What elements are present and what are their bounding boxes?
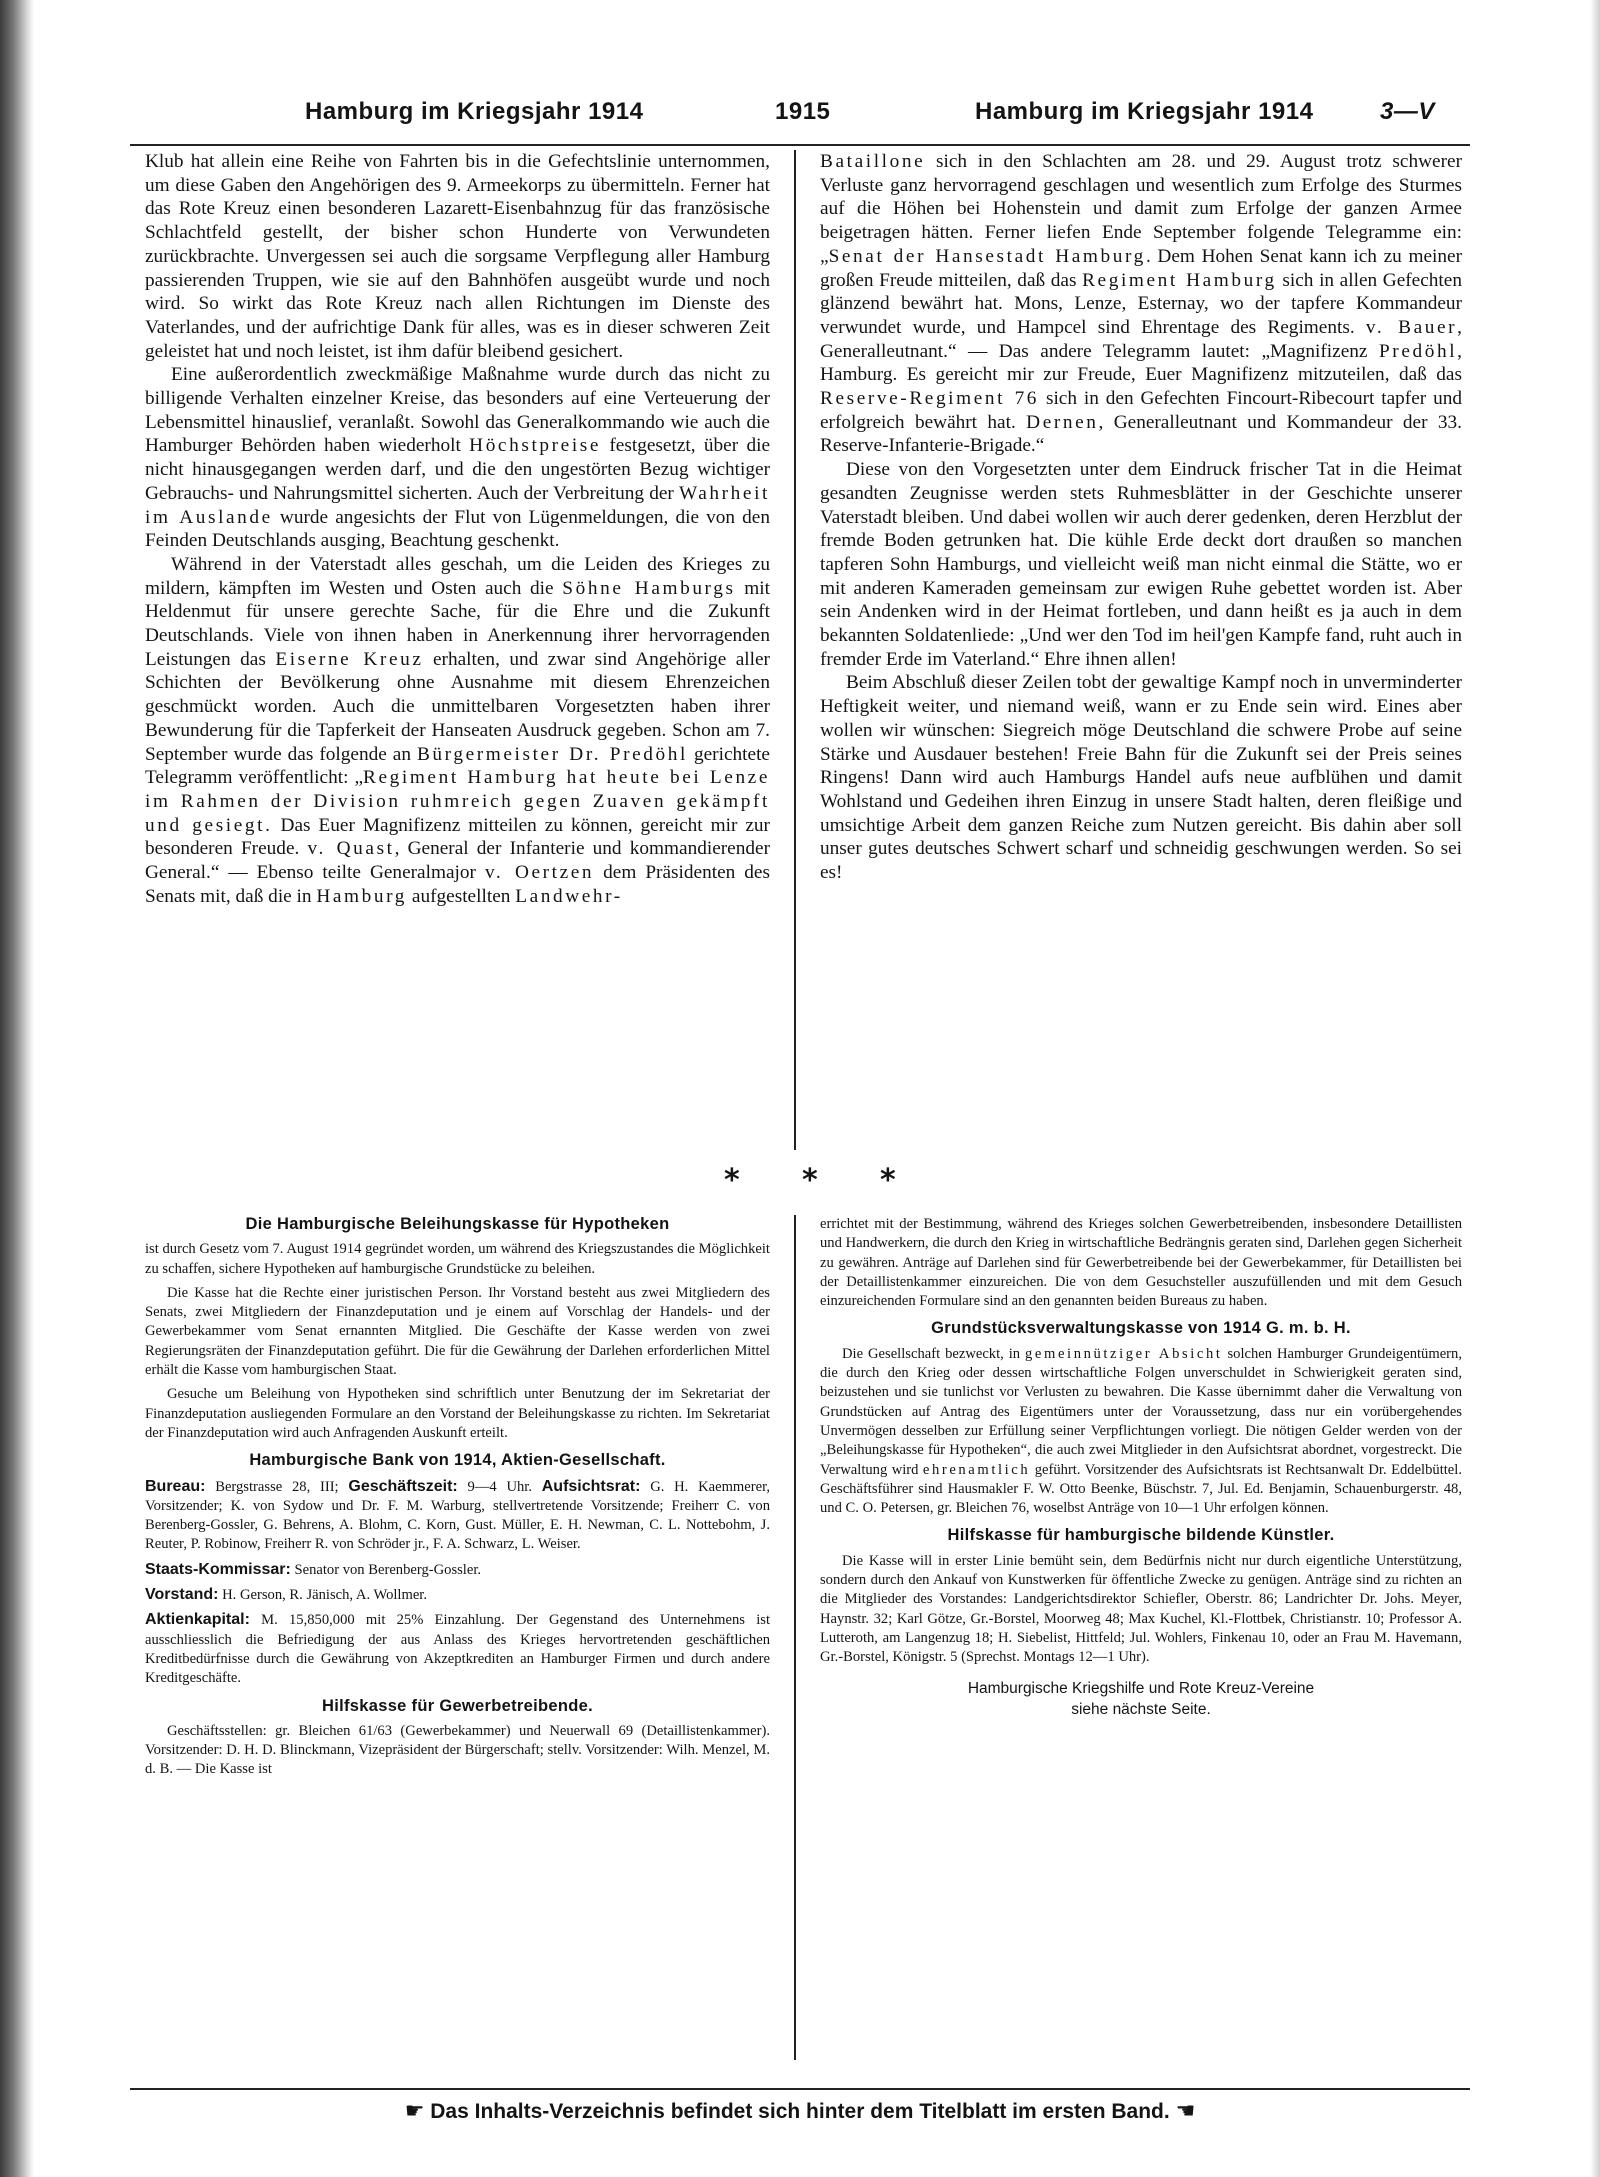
closing-note-line2: siehe nächste Seite. xyxy=(1071,1700,1211,1718)
pointing-hand-left-icon: ☚ xyxy=(1175,2098,1196,2123)
page-number: 3—V xyxy=(1380,98,1435,125)
field-label: Vorstand: xyxy=(145,1586,219,1604)
text-run: Eine außerordentlich zweckmäßige Maßnahme wurde durch das nicht zu billigende Verhalten einzelner Kreise, das besonders auf eine Verteuerung der Lebensmittel hinauslief, veranlaßt. Sowohl das Generalkommando wie auch die Hamburger Behörden haben wiederholt xyxy=(145,364,770,457)
text-run: errichtet mit der Bestimmung, während des Krieges solchen Gewerbetreibenden, insbesondere Detaillisten und Handwerkern, die durch den Krieg in wirtschaftliche Bedrängnis geraten sind, Darlehen gegen Sicherheit zu gewähren. Anträge auf Darlehen sind für Gewerbetreibende bei der Gewerbekammer, für Detaillisten bei der Detaillistenkammer einzureichen. Die von dem Gesuchsteller auszufüllenden und mit dem Gesuch einzureichenden Formulare sind an den genannten beiden Bureaus zu haben. xyxy=(820,1216,1462,1310)
running-head-right-title: Hamburg im Kriegsjahr 1914 xyxy=(975,98,1314,125)
text-run: mit Heldenmut für unsere gerechte Sache, für die Ehre und die Zukunft Deutschlands. Viele von ihnen haben in Anerkennung ihrer hervorragenden Leistungen das xyxy=(145,577,770,670)
text-run: H. Gerson, R. Jänisch, A. Wollmer. xyxy=(218,1587,428,1604)
notices-column-right xyxy=(820,1215,1462,1668)
notice-heading: Hamburgische Bank von 1914, Aktien-Gesellschaft. xyxy=(249,1451,666,1470)
text-run: festgesetzt, über die nicht hinausgegangen werden darf, und die den ungestörten Bezug wichtiger Gebrauchs- und Nahrungsmittel sicherten. Auch der Verbreitung der xyxy=(145,435,771,504)
closing-note xyxy=(820,1678,1462,1720)
spaced-emphasis: Hamburg xyxy=(316,885,408,907)
text-run: M. 15,850,000 mit 25% Einzahlung. Der Gegenstand des Unternehmens ist ausschliesslich die Befriedigung der aus Anlass des Krieges hervortretenden geschäftlichen Kreditbedürfnisse durch die Gewährung von Akzeptkrediten an Hamburger Firmen und durch andere Kreditgeschäfte. xyxy=(145,1612,770,1687)
notice-paragraph xyxy=(145,1385,770,1443)
article-paragraph xyxy=(145,553,770,909)
text-run: Während in der Vaterstadt alles geschah, um die Leiden des Krieges zu mildern, kämpften im Westen und Osten auch die xyxy=(145,553,770,599)
closing-note-line1: Hamburgische Kriegshilfe und Rote Kreuz-Vereine xyxy=(967,1679,1315,1697)
notices-column-left xyxy=(145,1215,770,1785)
notice-paragraph xyxy=(145,1610,770,1688)
article-paragraph xyxy=(145,150,770,363)
notice-paragraph xyxy=(145,1477,770,1555)
separator-star: * xyxy=(724,1163,740,1198)
article-paragraph xyxy=(145,363,770,553)
notice-heading: Hilfskasse für Gewerbetreibende. xyxy=(322,1696,593,1715)
spaced-emphasis: gemeinnütziger Absicht xyxy=(1025,1345,1223,1362)
spaced-emphasis: ehrenamtlich xyxy=(922,1461,1031,1478)
text-run: 9—4 Uhr. xyxy=(457,1478,542,1495)
spaced-emphasis: Regiment Hamburg xyxy=(1082,269,1277,291)
spaced-emphasis: Bürgermeister Dr. Predöhl xyxy=(416,743,688,765)
spaced-emphasis: Predöhl xyxy=(1378,340,1458,362)
text-run: erhalten, und zwar sind Angehörige aller Schichten der Bevölkerung ohne Ausnahme mit diesem Ehrenzeichen geschmückt worden. Auch die unmittelbaren Vorgesetzten haben ihrer Bewunderung für die Tapferkeit der Hanseaten Ausdruck gegeben. Schon am 7. September wurde das folgende an xyxy=(145,648,770,765)
article-paragraph xyxy=(820,458,1462,671)
field-label: Bureau: xyxy=(145,1477,206,1495)
text-run: sich in den Schlachten am 28. und 29. August trotz schwerer Verluste ganz hervorragend geschlagen und wesentlich zum Erfolge des Sturmes auf die Höhen bei Hohenstein und damit zum Erfolge der ganzen Armee beigetragen hätten. Ferner liefen Ende September folgende Telegramme ein: „ xyxy=(820,151,1462,267)
text-run: wurde angesichts der Flut von Lügenmeldungen, die von den Feinden Deutschlands ausging, Beachtung geschenkt. xyxy=(145,506,770,552)
text-run: sich in allen Gefechten glänzend bewährt hat. Mons, Lenze, Esternay, wo der tapfere Kommandeur verwundet wurde, und Hampcel sind Ehrentage des Regiments. xyxy=(820,269,1462,338)
text-run: Geschäftsstellen: gr. Bleichen 61/63 (Gewerbekammer) und Neuerwall 69 (Detaillistenkammer). Vorsitzender: D. H. D. Blinckmann, Vizepräsident der Bürgerschaft; stellv. Vorsitzender: Wilh. Menzel, M. d. B. — Die Kasse ist xyxy=(145,1722,770,1778)
text-run: Die Gesellschaft bezweckt, in xyxy=(842,1345,1026,1362)
spaced-emphasis: Dernen xyxy=(1026,411,1099,433)
article-column-right xyxy=(820,150,1462,885)
field-label: Aufsichtsrat: xyxy=(541,1477,641,1495)
notice-paragraph xyxy=(145,1240,770,1279)
newspaper-page xyxy=(130,98,1470,2123)
pointing-hand-right-icon: ☛ xyxy=(404,2098,425,2123)
notice-paragraph xyxy=(145,1585,770,1605)
spaced-emphasis: Wahrheit im Auslande xyxy=(145,482,770,528)
text-run: Das Euer Magnifizenz mitteilen zu können, gereicht mir zur besonderen Freude. xyxy=(145,814,770,860)
text-run: Die Kasse hat die Rechte einer juristischen Person. Ihr Vorstand besteht aus zwei Mitgliedern des Senats, zwei Mitgliedern der Finanzdeputation und je einem auf Vorschlag der Handels- und der Gewerbekammer vom Senat ernannten Mitglied. Die Geschäfte der Kasse werden von zwei Regierungsräten der Finanzdeputation geführt. Die für die Gewährung der Darlehen erforderlichen Mittel erhält die Kasse vom hamburgischen Staat. xyxy=(145,1284,770,1379)
notice-heading: Hilfskasse für hamburgische bildende Künstler. xyxy=(947,1526,1335,1545)
spaced-emphasis: Söhne Hamburgs xyxy=(562,577,736,599)
scan-edge-right xyxy=(1590,0,1600,2177)
running-head-left-title: Hamburg im Kriegsjahr 1914 xyxy=(305,98,644,125)
separator-star: * xyxy=(880,1163,896,1198)
spaced-emphasis: v. Oertzen xyxy=(484,862,595,884)
text-run: ist durch Gesetz vom 7. August 1914 gegründet worden, um während des Kriegszustandes die Möglichkeit zu schaffen, sichere Hypotheken auf hamburgische Grundstücke zu beleihen. xyxy=(145,1241,770,1277)
text-run: , Hamburg. Es gereicht mir zur Freude, Euer Magnifizenz mitzuteilen, daß das xyxy=(820,340,1462,386)
notice-heading: Grundstücksverwaltungskasse von 1914 G. m. b. H. xyxy=(931,1319,1351,1338)
text-run: solchen Hamburger Grundeigentümern, die durch den Krieg oder dessen wirtschaftliche Folgen unverschuldet in Schwierigkeit geraten sind, beizustehen und sie tunlichst vor Verlusten zu bewahren. Die Kasse übernimmt daher die Verwaltung von Grundstücken auf Antrag des Eigentümers unter der Voraussetzung, dass nur ein vorübergehendes Unvermögen desselben zur Erfüllung seiner Verpflichtungen vorliegt. Die nötigen Gelder werden von der „Beleihungskasse für Hypotheken“, die auch zwei Mitglieder in den Aufsichtsrat abordnet, vorgestreckt. Die Verwaltung wird xyxy=(820,1345,1462,1478)
spaced-emphasis: v. Bauer xyxy=(1365,316,1458,338)
notices-section xyxy=(130,1215,1470,2070)
separator-star: * xyxy=(802,1163,818,1198)
text-run: gerichtete Telegramm veröffentlicht: „ xyxy=(145,743,770,789)
field-label: Staats-Kommissar: xyxy=(145,1560,291,1578)
text-run: Klub hat allein eine Reihe von Fahrten bis in die Gefechtslinie unternommen, um diese Gaben den Angehörigen des 9. Armeekorps zu übermitteln. Ferner hat das Rote Kreuz einen besonderen Lazarett-Eisenbahnzug für das französische Schlachtfeld gestellt, der bisher schon Hunderte von Verwundeten zurückbrachte. Unvergessen sei auch die sorgsame Verpflegung aller Hamburg passierenden Truppen, wie sie auf den Bahnhöfen ausgeübt wurde und noch wird. So wirkt das Rote Kreuz nach allen Richtungen im Dienste des Vaterlandes, und der aufrichtige Dank für alles, was es in dieser schweren Zeit geleistet hat und noch leistet, ist ihm dafür bleibend gesichert. xyxy=(145,151,770,362)
spaced-emphasis: Höchstpreise xyxy=(469,435,602,457)
text-run: , Generalleutnant und Kommandeur der 33. Reserve-Infanterie-Brigade.“ xyxy=(820,411,1462,457)
notice-heading: Die Hamburgische Beleihungskasse für Hypotheken xyxy=(245,1215,670,1233)
footer-rule xyxy=(130,2088,1470,2090)
spaced-emphasis: Regiment Hamburg hat heute bei Lenze im Rahmen der Division ruhmreich gegen Zuaven gekämpft und gesiegt. xyxy=(145,767,770,836)
article-columns xyxy=(130,150,1470,1165)
notice-paragraph xyxy=(145,1560,770,1580)
text-run: Gesuche um Beleihung von Hypotheken sind schriftlich unter Benutzung der im Sekretariat der Finanzdeputation ausliegenden Formulare an den Vorstand der Beleihungskasse zu richten. Im Sekretariat der Finanzdeputation wird auch Anfragenden Auskunft erteilt. xyxy=(145,1386,770,1441)
spaced-emphasis: Landwehr- xyxy=(515,885,623,907)
section-separator xyxy=(130,1163,1470,1203)
text-run: G. H. Kaemmerer, Vorsitzender; K. von Sydow und Dr. F. M. Warburg, stellvertretende Vorsitzende; Freiherr C. von Berenberg-Gossler, G. Behrens, A. Blohm, C. Korn, Gust. Müller, E. H. Newman, C. L. Nottebohm, J. Reuter, P. Robinow, Freiherr R. von Schröder jr., F. A. Schwarz, L. Weiser. xyxy=(145,1478,771,1553)
column-divider xyxy=(794,150,796,1150)
notice-paragraph xyxy=(820,1215,1462,1311)
footer-text: Das Inhalts-Verzeichnis befindet sich hinter dem Titelblatt im ersten Band. xyxy=(430,2100,1170,2123)
article-column-left xyxy=(145,150,770,909)
spaced-emphasis: Senat der Hansestadt Hamburg xyxy=(828,245,1146,267)
text-run: dem Präsidenten des Senats mit, daß die in xyxy=(145,862,770,907)
text-run: , Generalleutnant.“ — Das andere Telegramm lautet: „Magnifizenz xyxy=(820,316,1462,362)
text-run: aufgestellten xyxy=(407,885,516,907)
text-run: . Dem Hohen Senat kann ich zu meiner großen Freude mitteilen, daß das xyxy=(820,245,1462,291)
spaced-emphasis: v. Quast xyxy=(307,838,395,860)
text-run: Die Kasse will in erster Linie bemüht sein, dem Bedürfnis nicht nur durch eigentliche Unterstützung, sondern durch den Ankauf von Kunstwerken für öffentliche Zwecke zu genügen. Anträge sind zu richten an die Mitglieder des Vorstandes: Landgerichtsdirektor Schiefler, Oberstr. 86; Landrichter Dr. Johs. Meyer, Haynstr. 32; Karl Götze, Gr.-Borstel, Moorweg 48; Max Kuchel, Kl.-Flottbek, Christianstr. 10; Professor A. Lutteroth, am Langenzug 18; H. Siebelist, Hittfeld; Jul. Wohlers, Finkenau 10, oder an Frau M. Havemann, Gr.-Borstel, Königstr. 5 (Sprechst. Montags 12—1 Uhr). xyxy=(820,1552,1462,1666)
footer-note xyxy=(130,2098,1470,2124)
text-run: geführt. Vorsitzender des Aufsichtsrats ist Rechtsanwalt Dr. Eddelbüttel. Geschäftsführer sind Hausmakler F. W. Otto Beenke, Büschstr. 7, Jul. Ed. Benjamin, Schauenburgerstr. 48, und C. O. Petersen, gr. Bleichen 76, woselbst Anträge von 10—1 Uhr erfolgen können. xyxy=(820,1461,1462,1517)
notices-column-right-wrap xyxy=(820,1215,1462,1720)
spaced-emphasis: Reserve-Regiment 76 xyxy=(820,388,1040,410)
text-run: Bergstrasse 28, III; xyxy=(205,1478,349,1495)
running-head-year: 1915 xyxy=(775,98,831,125)
scan-edge-left xyxy=(0,0,34,2177)
notices-divider xyxy=(794,1215,796,2060)
field-label: Aktienkapital: xyxy=(145,1611,250,1629)
article-paragraph xyxy=(820,671,1462,884)
spaced-emphasis: Bataillone xyxy=(820,151,926,172)
text-run: Beim Abschluß dieser Zeilen tobt der gewaltige Kampf noch in unverminderter Heftigkeit weiter, und niemand weiß, wann er zu Ende sein wird. Eines aber wollen wir wünschen: Siegreich möge Deutschland die schwere Probe auf seine Stärke und Ausdauer bestehen! Freie Bahn für die Zukunft sei der Preis seines Ringens! Dann wird auch Hamburgs Handel aufs neue aufblühen und damit Wohlstand und Gedeihen ihren Einzug in unsere Stadt halten, deren fleißige und umsichtige Arbeit dem ganzen Reiche zum Nutzen gereicht. Bis dahin aber soll unser gutes deutsches Schwert scharf und schneidig geschwungen werden. So sei es! xyxy=(820,672,1462,884)
notice-paragraph xyxy=(145,1284,770,1380)
text-run: Senator von Berenberg-Gossler. xyxy=(290,1561,482,1578)
article-paragraph xyxy=(820,150,1462,458)
text-run: sich in den Gefechten Fincourt-Ribecourt tapfer und erfolgreich bewährt hat. xyxy=(820,388,1462,433)
header-rule xyxy=(130,144,1470,146)
text-run: Diese von den Vorgesetzten unter dem Eindruck frischer Tat in die Heimat gesandten Zeugnisse werden stets Ruhmesblätter in der Geschichte unserer Vaterstadt bleiben. Und dabei wollen wir auch derer gedenken, deren Herzblut der fremde Boden getrunken hat. Die kühle Erde deckt dort draußen so manchen tapferen Sohn Hamburgs, und vielleicht weiß man nicht einmal die Stätte, wo er mit anderen Kameraden gemeinsam zur ewigen Ruhe gebettet worden ist. Aber sein Andenken wird in der Heimat fortleben, und dann heißt es ja auch in dem bekannten Soldatenliede: „Und wer den Tod im heil'gen Kampfe fand, ruht auch in fremder Erde im Vaterland.“ Ehre ihnen allen! xyxy=(820,459,1462,670)
text-run: , General der Infanterie und kommandierender General.“ — Ebenso teilte Generalmajor xyxy=(145,838,771,884)
notice-paragraph xyxy=(145,1722,770,1780)
field-label: Geschäftszeit: xyxy=(348,1477,458,1495)
running-head xyxy=(130,98,1470,132)
spaced-emphasis: Eiserne Kreuz xyxy=(275,648,424,670)
notice-paragraph xyxy=(820,1552,1462,1668)
notice-paragraph xyxy=(820,1345,1462,1519)
